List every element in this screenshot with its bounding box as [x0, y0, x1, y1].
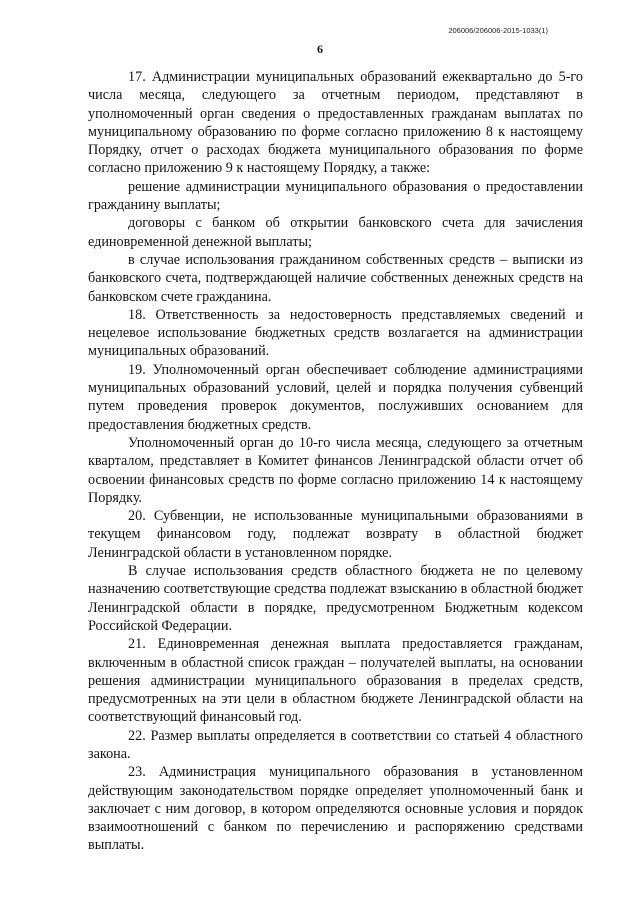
document-body — [88, 68, 583, 855]
paragraph-20: 20. Субвенции, не использованные муниципальными образованиями в текущем финансовом году, подлежат возврату в областной бюджет Ленинградской области в установленном порядке. — [88, 508, 583, 561]
paragraph-18: 18. Ответственность за недостоверность представляемых сведений и нецелевое использование бюджетных средств возлагается на администрации муниципальных образований. — [88, 306, 583, 360]
paragraph-17: 17. Администрации муниципальных образований ежеквартально до 5-го числа месяца, следующего за отчетным периодом, представляют в уполномоченный орган сведения о предоставленных гражданам выплатах по муниципальному образованию по форме согласно приложению 8 к настоящему Порядку, отчет о расходах бюджета муниципального образования по форме согласно приложению 9 к настоящему Порядку, а также: — [88, 69, 583, 177]
page-number: 6 — [317, 42, 323, 56]
paragraph-21: 21. Единовременная денежная выплата предоставляется гражданам, включенным в областной список граждан – получателей выплаты, на основании решения администрации муниципального образования в пределах средств, предусмотренных на эти цели в областном бюджете Ленинградской области на соответствующий финансовый год. — [88, 636, 583, 726]
paragraph-19-report: Уполномоченный орган до 10-го числа месяца, следующего за отчетным кварталом, представляет в Комитет финансов Ленинградской области отчет об освоении финансовых средств по форме согласно приложению 14 к настоящему Порядку. — [88, 434, 583, 506]
paragraph-19: 19. Уполномоченный орган обеспечивает соблюдение администрациями муниципальных образований условий, целей и порядка получения субвенций путем проведения проверок документов, послуживших основанием для предоставления бюджетных средств. — [88, 361, 583, 433]
paragraph-17-item-decision: решение администрации муниципального образования о предоставлении гражданину выплаты; — [88, 178, 583, 214]
paragraph-22: 22. Размер выплаты определяется в соответствии со статьей 4 областного закона. — [88, 727, 583, 762]
document-id: 206006/206006-2015-1033(1) — [448, 26, 548, 35]
paragraph-17-item-contracts: договоры с банком об открытии банковского счета для зачисления единовременной денежной выплаты; — [88, 215, 583, 250]
paragraph-23: 23. Администрация муниципального образования в установленном действующим законодательством порядке определяет уполномоченный банк и заключает с ним договор, в котором определяются основные условия и порядок взаимоотношений с банком по перечислению и распоряжению средствами выплаты. — [88, 764, 583, 854]
paragraph-17-item-statement: в случае использования гражданином собственных средств – выписки из банковского счета, подтверждающей наличие собственных денежных средств на банковском счете гражданина. — [88, 251, 583, 305]
paragraph-20-misuse: В случае использования средств областного бюджета не по целевому назначению соответствующие средства подлежат взысканию в областной бюджет Ленинградской области в порядке, предусмотренном Бюджетным кодексом Российской Федерации. — [88, 563, 583, 634]
